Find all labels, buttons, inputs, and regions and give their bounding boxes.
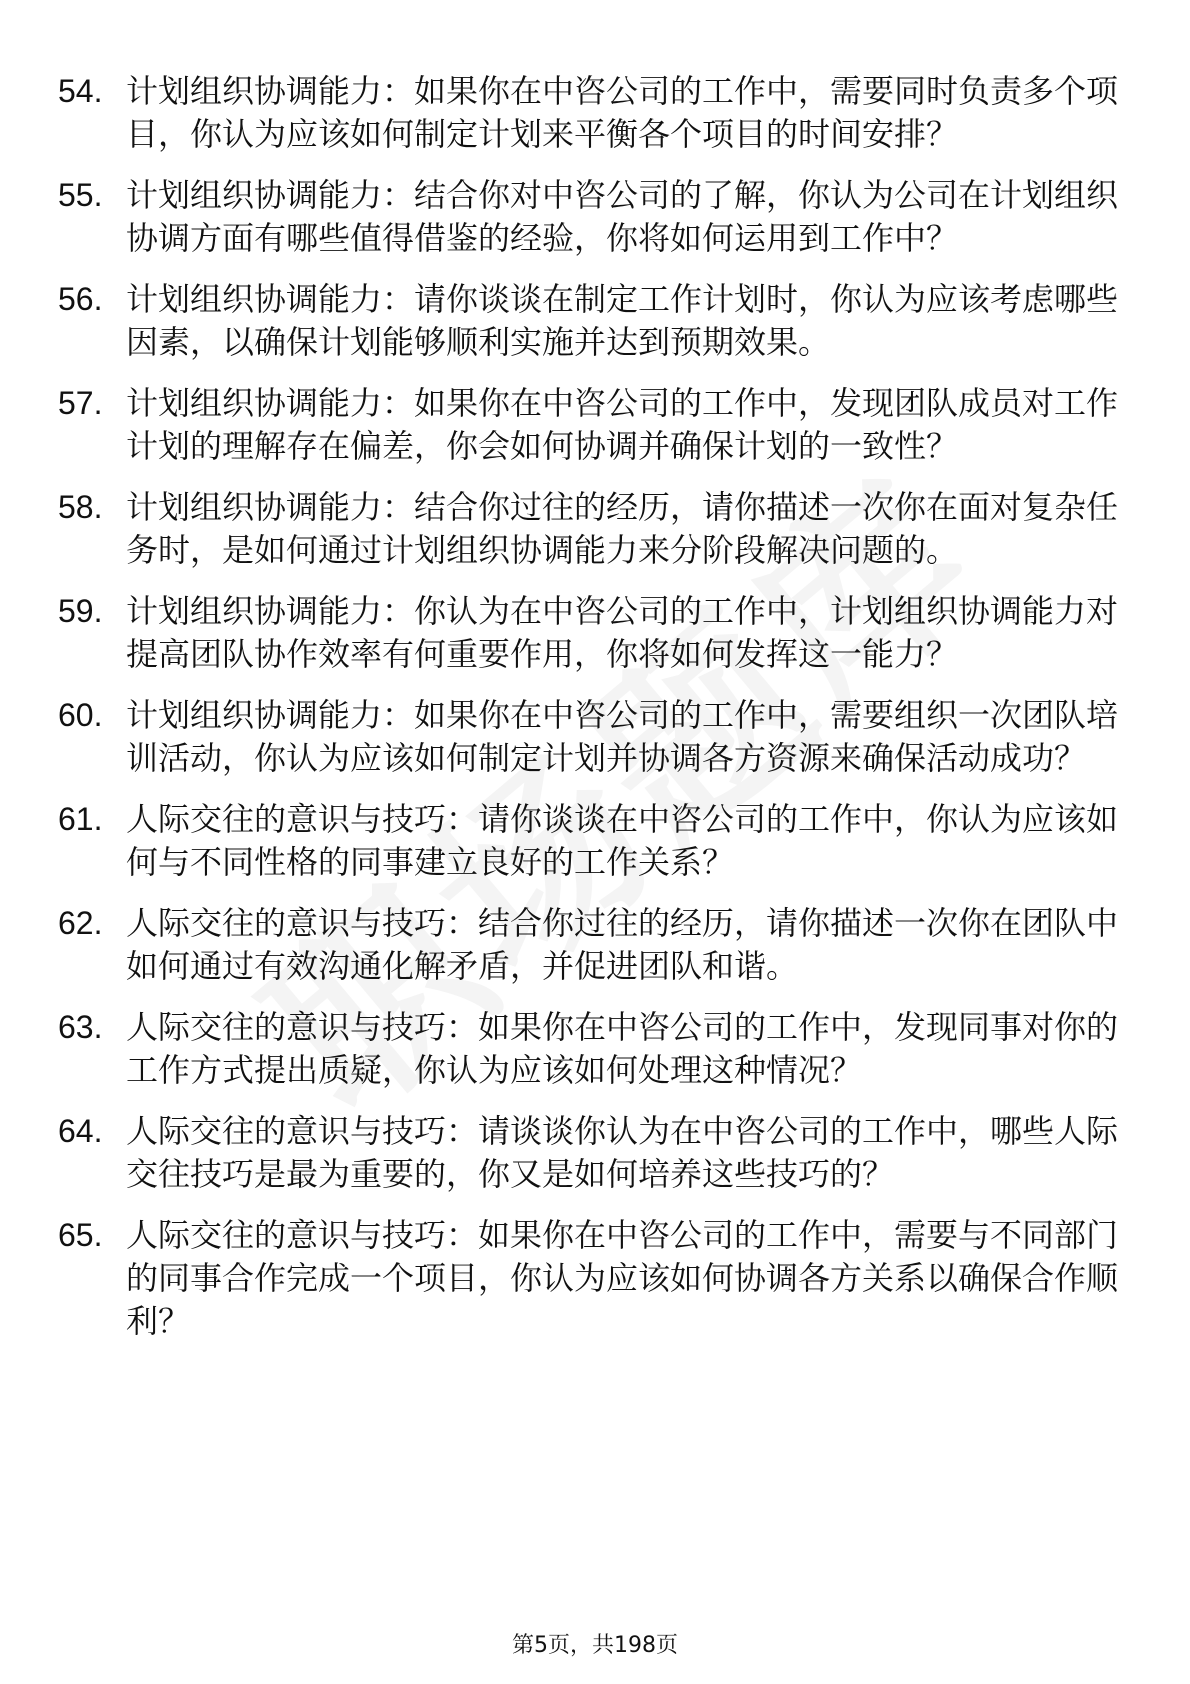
question-item (58, 798, 1118, 884)
question-number: 62. (58, 905, 103, 941)
question-list (58, 70, 1118, 1361)
question-text: 计划组织协调能力：你认为在中咨公司的工作中，计划组织协调能力对提高团队协作效率有何重要作用，你将如何发挥这一能力？ (126, 592, 1119, 673)
question-item (58, 278, 1118, 364)
question-item (58, 902, 1118, 988)
question-number: 63. (58, 1009, 103, 1045)
question-text: 计划组织协调能力：如果你在中咨公司的工作中，需要组织一次团队培训活动，你认为应该如何制定计划并协调各方资源来确保活动成功？ (126, 696, 1119, 777)
question-item (58, 694, 1118, 780)
question-number: 56. (58, 281, 103, 317)
question-item (58, 1006, 1118, 1092)
question-text: 计划组织协调能力：结合你对中咨公司的了解，你认为公司在计划组织协调方面有哪些值得借鉴的经验，你将如何运用到工作中？ (126, 176, 1119, 257)
question-text: 人际交往的意识与技巧：结合你过往的经历，请你描述一次你在团队中如何通过有效沟通化解矛盾，并促进团队和谐。 (126, 904, 1119, 985)
question-text: 人际交往的意识与技巧：请你谈谈在中咨公司的工作中，你认为应该如何与不同性格的同事建立良好的工作关系？ (126, 800, 1119, 881)
question-item (58, 1214, 1118, 1343)
question-text: 人际交往的意识与技巧：如果你在中咨公司的工作中，发现同事对你的工作方式提出质疑，你认为应该如何处理这种情况？ (126, 1008, 1119, 1089)
question-number: 57. (58, 385, 103, 421)
question-number: 59. (58, 593, 103, 629)
question-text: 人际交往的意识与技巧：请谈谈你认为在中咨公司的工作中，哪些人际交往技巧是最为重要的，你又是如何培养这些技巧的？ (126, 1112, 1119, 1193)
question-number: 55. (58, 177, 103, 213)
question-item (58, 382, 1118, 468)
question-number: 64. (58, 1113, 103, 1149)
question-item (58, 590, 1118, 676)
question-item (58, 70, 1118, 156)
question-number: 65. (58, 1217, 103, 1253)
question-number: 61. (58, 801, 103, 837)
question-text: 计划组织协调能力：结合你过往的经历，请你描述一次你在面对复杂任务时，是如何通过计划组织协调能力来分阶段解决问题的。 (126, 488, 1119, 569)
question-item (58, 174, 1118, 260)
question-text: 计划组织协调能力：如果你在中咨公司的工作中，需要同时负责多个项目，你认为应该如何制定计划来平衡各个项目的时间安排？ (126, 72, 1119, 153)
question-text: 人际交往的意识与技巧：如果你在中咨公司的工作中，需要与不同部门的同事合作完成一个项目，你认为应该如何协调各方关系以确保合作顺利？ (126, 1216, 1119, 1340)
question-number: 54. (58, 73, 103, 109)
question-text: 计划组织协调能力：如果你在中咨公司的工作中，发现团队成员对工作计划的理解存在偏差，你会如何协调并确保计划的一致性？ (126, 384, 1119, 465)
question-number: 60. (58, 697, 103, 733)
question-text: 计划组织协调能力：请你谈谈在制定工作计划时，你认为应该考虑哪些因素，以确保计划能够顺利实施并达到预期效果。 (126, 280, 1119, 361)
page-number-footer: 第5页，共198页 (512, 1633, 678, 1658)
question-item (58, 1110, 1118, 1196)
question-number: 58. (58, 489, 103, 525)
question-item (58, 486, 1118, 572)
